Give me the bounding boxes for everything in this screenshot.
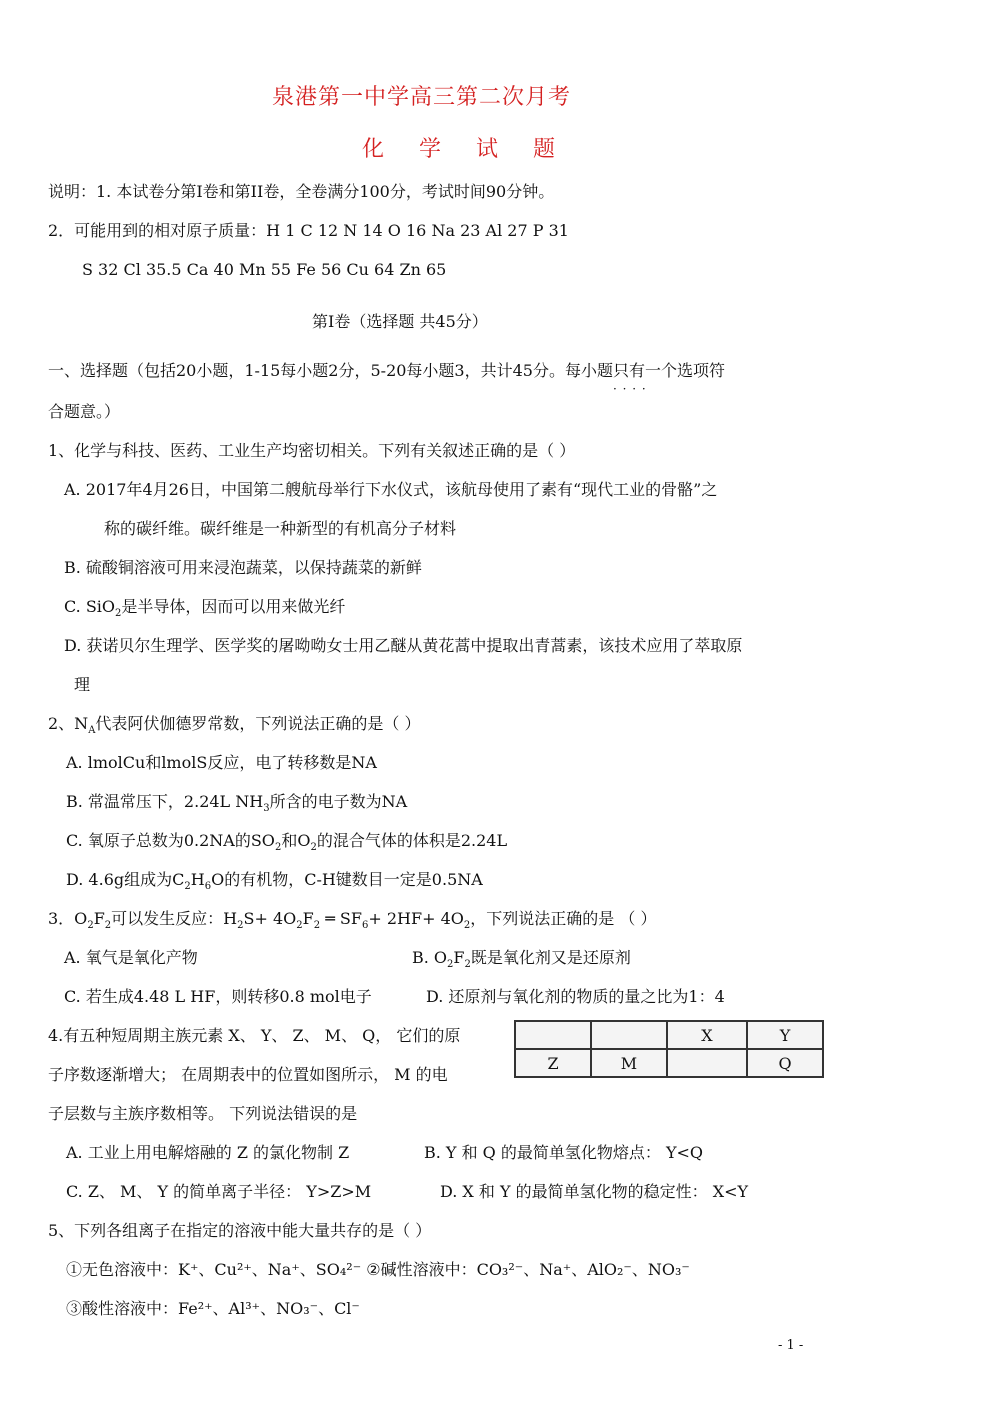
q1-option-b: B. 硫酸铜溶液可用来浸泡蔬菜，以保持蔬菜的新鲜 bbox=[64, 558, 422, 577]
periodic-table-fragment bbox=[514, 1020, 824, 1078]
q3-option-a: A. 氧气是氧化产物 bbox=[64, 948, 198, 967]
q4-stem-3: 子层数与主族序数相等。 下列说法错误的是 bbox=[48, 1104, 358, 1123]
q4-stem-1: 4.有五种短周期主族元素 X、 Y、 Z、 M、 Q， 它们的原 bbox=[48, 1026, 461, 1045]
exam-title: 泉港第一中学高三第二次月考 bbox=[272, 85, 572, 110]
table-cell: M bbox=[591, 1049, 667, 1077]
q4-option-b: B. Y 和 Q 的最简单氢化物熔点： Y<Q bbox=[424, 1143, 704, 1162]
q5-line-2: ③酸性溶液中：Fe²⁺、Al³⁺、NO₃⁻、Cl⁻ bbox=[66, 1299, 360, 1318]
instruction-part: 一、选择题（包括20小题，1-15每小题2分，5-20每小题3，共计45分。每小题 bbox=[48, 361, 613, 380]
q1-stem: 1、化学与科技、医药、工业生产均密切相关。下列有关叙述正确的是（ ） bbox=[48, 441, 576, 460]
table-cell: Z bbox=[515, 1049, 591, 1077]
note-2: 2．可能用到的相对原子质量：H 1 C 12 N 14 O 16 Na 23 Al 27 P 31 bbox=[48, 221, 569, 240]
note-1: 说明：1. 本试卷分第Ⅰ卷和第ⅠI卷，全卷满分100分，考试时间90分钟。 bbox=[48, 182, 555, 201]
q3-option-d: D. 还原剂与氧化剂的物质的量之比为1：4 bbox=[426, 987, 725, 1006]
q4-option-d: D. X 和 Y 的最简单氢化物的稳定性： X<Y bbox=[440, 1182, 749, 1201]
q5-line-1: ①无色溶液中：K⁺、Cu²⁺、Na⁺、SO₄²⁻ ②碱性溶液中：CO₃²⁻、Na⁺、AlO₂⁻、NO₃⁻ bbox=[66, 1260, 690, 1279]
q1-option-a-cont: 称的碳纤维。碳纤维是一种新型的有机高分子材料 bbox=[104, 519, 457, 538]
table-cell bbox=[515, 1021, 591, 1049]
q3-option-c: C. 若生成4.48 L HF，则转移0.8 mol电子 bbox=[64, 987, 372, 1006]
q3-option-b: B. $O_2F_2$既是氧化剂又是还原剂 bbox=[412, 948, 631, 971]
q3-stem: 3．$O_2F_2$可以发生反应：$H_2S+ 4O_2F_2$ ═ $SF_6+ 2HF+ 4O_2$，下列说法正确的是 （ ） bbox=[48, 909, 657, 932]
table-cell: X bbox=[667, 1021, 747, 1049]
q4-option-a: A. 工业上用电解熔融的 Z 的氯化物制 Z bbox=[66, 1143, 350, 1162]
q2-stem: 2、$N_A$代表阿伏伽德罗常数，下列说法正确的是（ ） bbox=[48, 714, 421, 737]
q2-option-c: C. 氧原子总数为0.2NA的$SO_2$和$O_2$的混合气体的体积是2.24L bbox=[66, 831, 508, 854]
q1-option-d-cont: 理 bbox=[74, 675, 91, 694]
q1-option-d: D. 获诺贝尔生理学、医学奖的屠呦呦女士用乙醚从黄花蒿中提取出青蒿素，该技术应用了萃取原 bbox=[64, 636, 743, 655]
emphasis-text: 只有一个 · · bbox=[613, 361, 677, 380]
q1-option-a: A. 2017年4月26日，中国第二艘航母举行下水仪式，该航母使用了素有“现代工业的骨骼”之 bbox=[64, 480, 718, 499]
q4-stem-2: 子序数逐渐增大； 在周期表中的位置如图所示， M 的电 bbox=[48, 1065, 448, 1084]
q4-option-c: C. Z、 M、 Y 的简单离子半径： Y>Z>M bbox=[66, 1182, 372, 1201]
table-cell bbox=[667, 1049, 747, 1077]
note-3: S 32 Cl 35.5 Ca 40 Mn 55 Fe 56 Cu 64 Zn 65 bbox=[82, 260, 447, 279]
q5-stem: 5、下列各组离子在指定的溶液中能大量共存的是（ ） bbox=[48, 1221, 432, 1240]
page-number: - 1 - bbox=[778, 1338, 804, 1353]
q2-option-a: A. lmolCu和lmolS反应，电了转移数是NA bbox=[66, 753, 377, 772]
q2-option-b: B. 常温常压下，2.24L $NH_3$所含的电子数为NA bbox=[66, 792, 408, 815]
q2-option-d: D. 4.6g组成为$C_2H_6O$的有机物，C-H键数目一定是0.5NA bbox=[66, 870, 483, 893]
instruction-line-2: 合题意。） bbox=[48, 402, 121, 421]
instruction-line-1 bbox=[48, 361, 725, 381]
table-cell: Y bbox=[747, 1021, 823, 1049]
table-cell bbox=[591, 1021, 667, 1049]
section-heading: 第Ⅰ卷（选择题 共45分） bbox=[312, 312, 488, 331]
exam-subtitle: 化 学 试 题 bbox=[362, 137, 569, 162]
instruction-part: 选项符 bbox=[677, 361, 726, 380]
table-cell: Q bbox=[747, 1049, 823, 1077]
q1-option-c: C. SiO$_2$是半导体，因而可以用来做光纤 bbox=[64, 597, 346, 620]
